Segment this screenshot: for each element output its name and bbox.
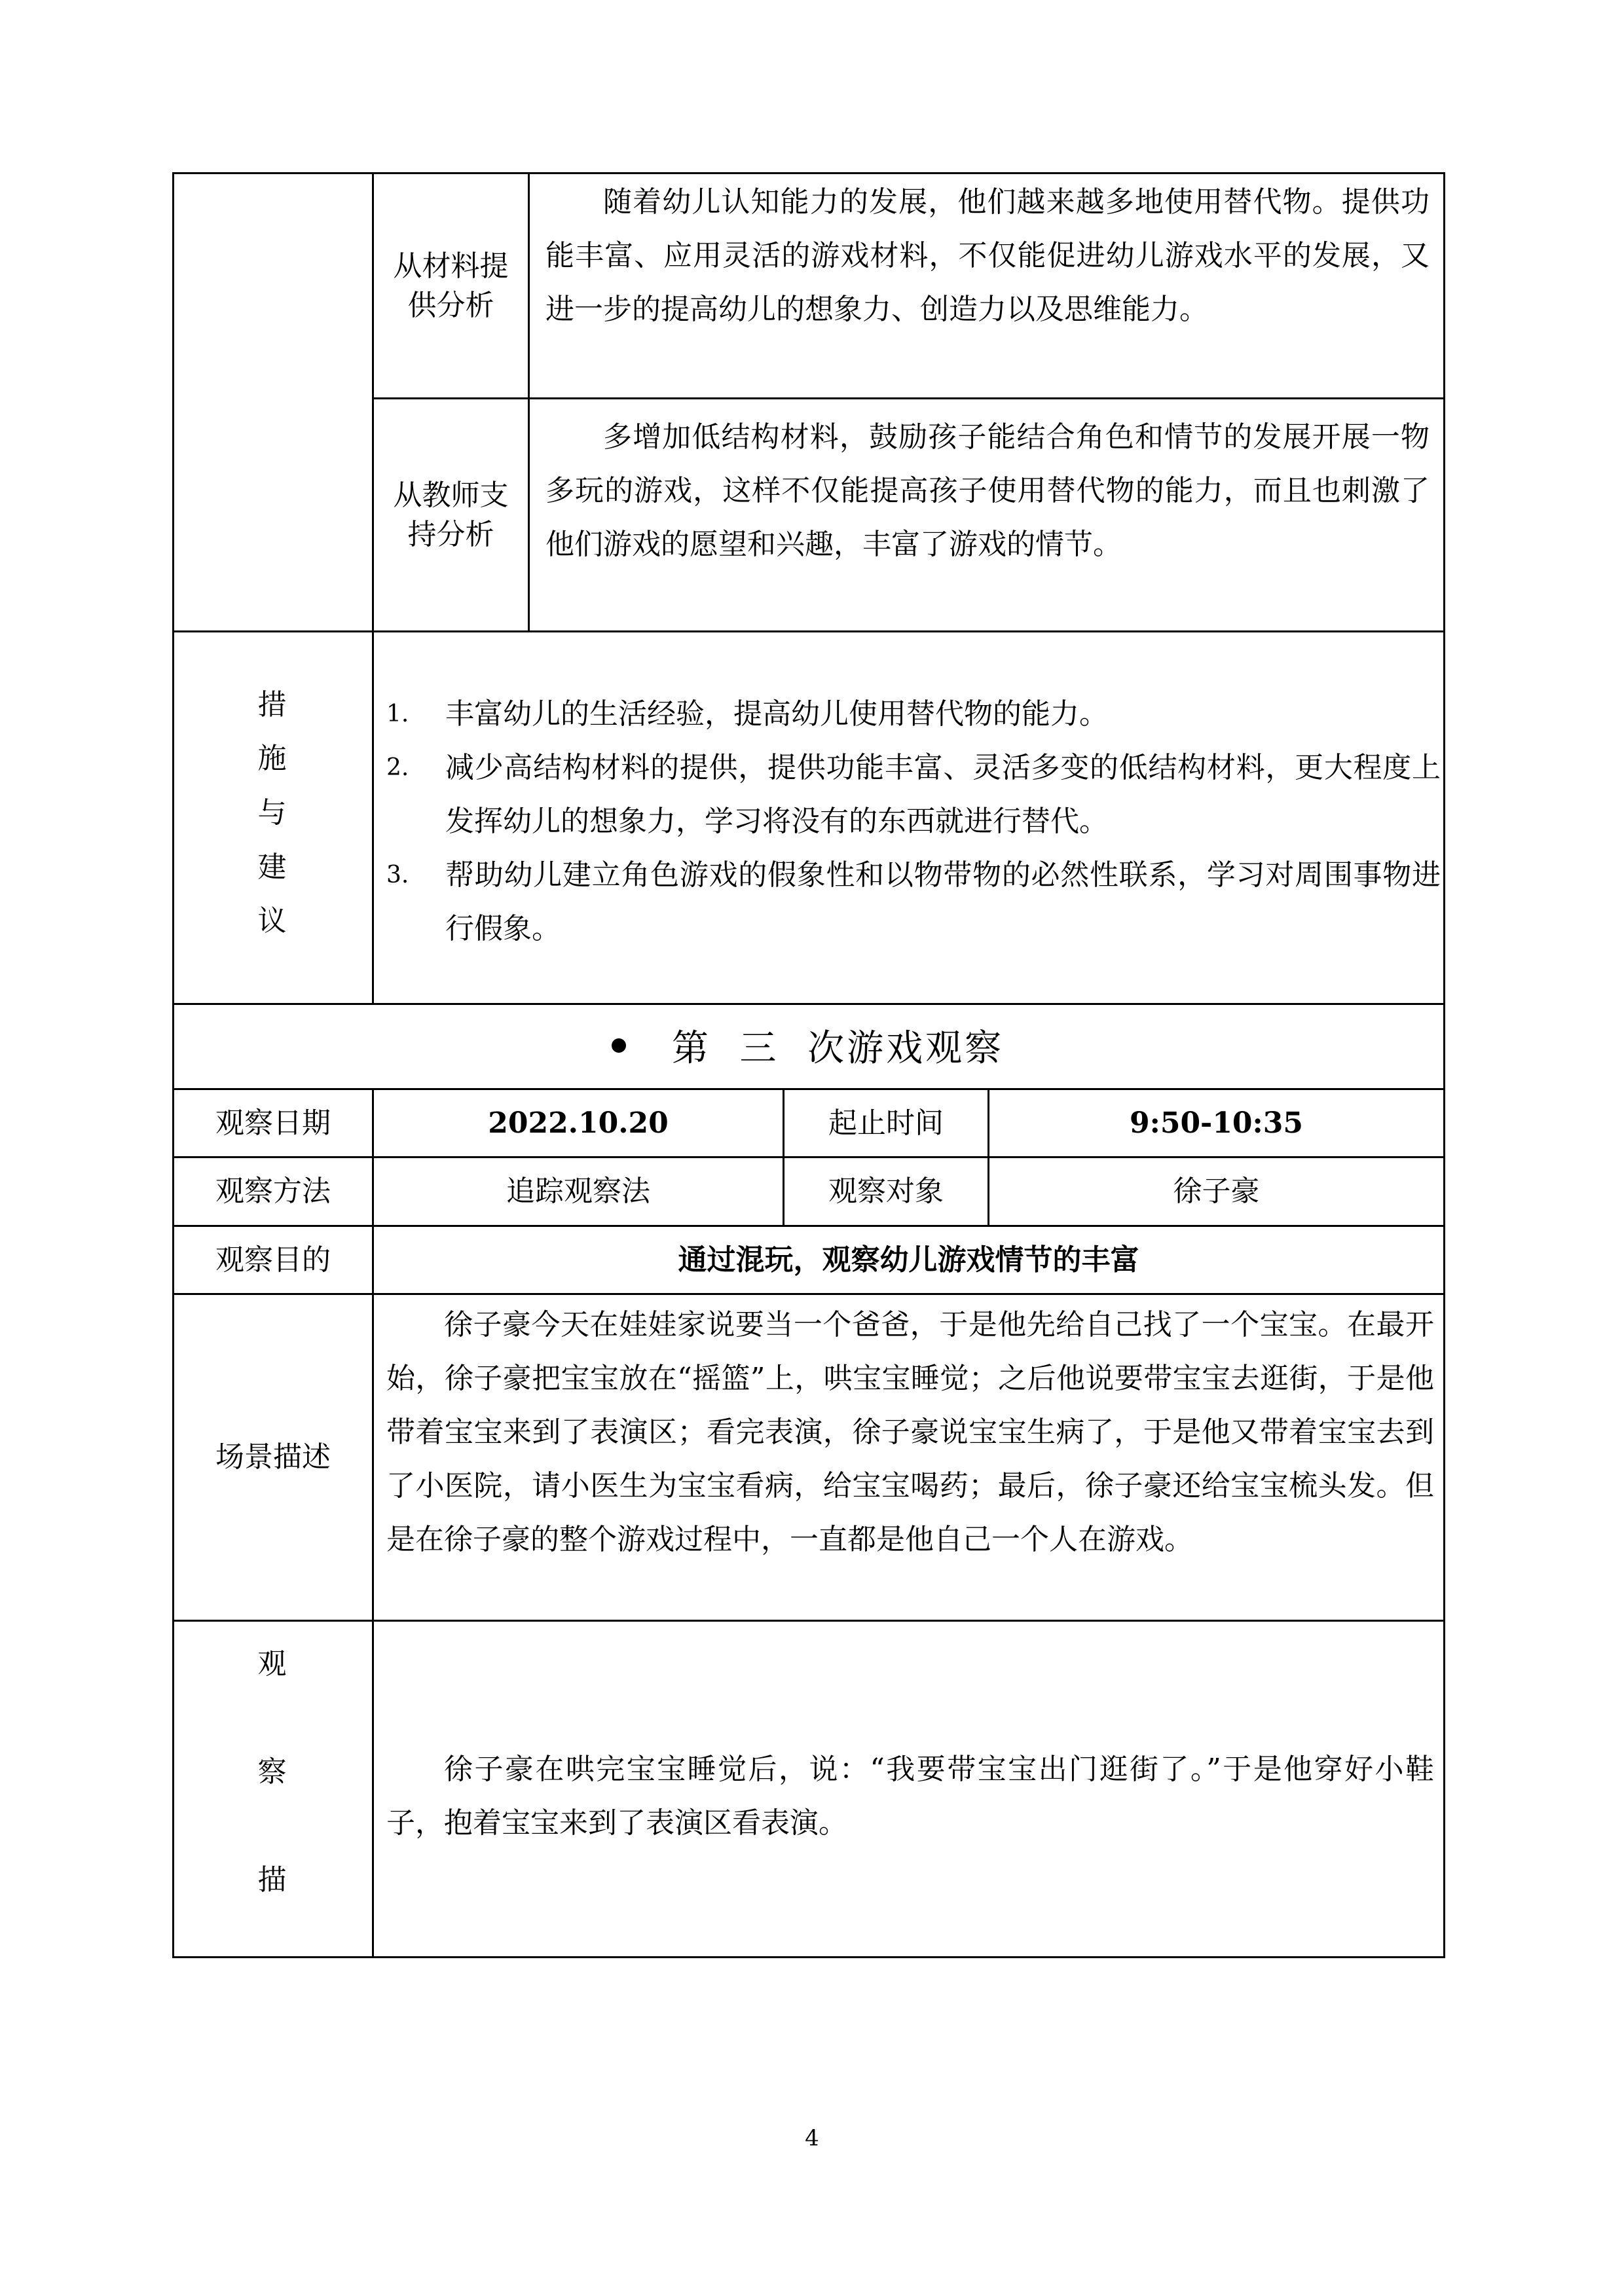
rule-top — [172, 172, 1445, 174]
measures-list-item — [386, 687, 1441, 741]
observation-date-label: 观察日期 — [215, 1106, 331, 1140]
measures-label-char-3: 与 — [257, 796, 287, 829]
material-analysis-label — [374, 174, 528, 397]
measures-item-number: 2. — [386, 754, 409, 781]
bullet-icon — [612, 1038, 626, 1053]
material-analysis-label-line1: 从材料提 — [393, 249, 509, 283]
rule-scene-bottom — [172, 1620, 1445, 1622]
measures-label — [172, 681, 372, 956]
observation-time-label: 起止时间 — [828, 1106, 944, 1140]
observation-target-value: 徐子豪 — [1173, 1175, 1260, 1209]
measures-item-number: 1. — [386, 701, 409, 727]
observation-purpose-label: 观察目的 — [215, 1243, 331, 1277]
observation-method-label: 观察方法 — [215, 1175, 331, 1209]
measures-list-item — [386, 741, 1441, 848]
section-heading — [172, 1003, 1443, 1088]
observation-method-value: 追踪观察法 — [506, 1175, 650, 1209]
measures-list — [386, 687, 1441, 956]
measures-item-text: 丰富幼儿的生活经验，提高幼儿使用替代物的能力。 — [445, 697, 1108, 731]
observation-desc-char-2: 察 — [257, 1755, 287, 1789]
rule-analysis-bottom — [172, 630, 1445, 632]
observation-time-value: 9:50-10:35 — [1129, 1106, 1304, 1140]
rule-table-bottom — [172, 1956, 1445, 1958]
material-analysis-text: 随着幼儿认知能力的发展，他们越来越多地使用替代物。提供功能丰富、应用灵活的游戏材料，不仅能促进幼儿游戏水平的发展，又进一步的提高幼儿的想象力、创造力以及思维能力。 — [545, 185, 1430, 326]
teacher-analysis-label-line1: 从教师支 — [393, 479, 509, 513]
measures-label-char-5: 议 — [257, 904, 287, 938]
observation-target-label: 观察对象 — [828, 1175, 944, 1209]
measures-label-char-1: 措 — [257, 688, 287, 721]
observation-desc-label — [172, 1640, 372, 1928]
observation-desc-char-1: 观 — [257, 1647, 287, 1681]
measures-list-item — [386, 848, 1441, 956]
section-heading-text: 第 三 次游戏观察 — [671, 1027, 1005, 1070]
scene-text: 徐子豪今天在娃娃家说要当一个爸爸，于是他先给自己找了一个宝宝。在最开始，徐子豪把宝宝放在“摇篮”上，哄宝宝睡觉；之后他说要带宝宝去逛街，于是他带着宝宝来到了表演区；看完表演，徐子豪说宝宝生病了，于是他又带着宝宝去到了小医院，请小医生为宝宝看病，给宝宝喝药；最后，徐子豪还给宝宝梳头发。但是在徐子豪的整个游戏过程中，一直都是他自己一个人在游戏。 — [386, 1308, 1434, 1556]
observation-desc-text: 徐子豪在哄完宝宝睡觉后，说：“我要带宝宝出门逛街了。”于是他穿好小鞋子，抱着宝宝来到了表演区看表演。 — [386, 1753, 1434, 1840]
teacher-analysis-text: 多增加低结构材料，鼓励孩子能结合角色和情节的发展开展一物多玩的游戏，这样不仅能提高孩子使用替代物的能力，而且也刺激了他们游戏的愿望和兴趣，丰富了游戏的情节。 — [545, 420, 1430, 561]
material-analysis-label-line2: 供分析 — [407, 288, 494, 322]
rule-right-outer — [1443, 172, 1445, 1958]
measures-item-text: 减少高结构材料的提供，提供功能丰富、灵活多变的低结构材料，更大程度上发挥幼儿的想象力，学习将没有的东西就进行替代。 — [445, 751, 1441, 838]
observation-desc-char-3: 描 — [257, 1863, 287, 1897]
measures-item-text: 帮助幼儿建立角色游戏的假象性和以物带物的必然性联系，学习对周围事物进行假象。 — [445, 858, 1441, 945]
measures-item-number: 3. — [386, 862, 409, 888]
observation-date-value: 2022.10.20 — [488, 1106, 669, 1140]
scene-label: 场景描述 — [215, 1440, 331, 1474]
measures-label-char-4: 建 — [257, 850, 287, 884]
rule-analysis-mid — [372, 397, 1445, 399]
page-number: 4 — [805, 2125, 819, 2151]
measures-label-char-2: 施 — [257, 742, 287, 775]
observation-purpose-value: 通过混玩，观察幼儿游戏情节的丰富 — [678, 1243, 1139, 1277]
teacher-analysis-label — [374, 399, 528, 630]
rule-sublabel-col — [528, 172, 530, 632]
teacher-analysis-label-line2: 持分析 — [407, 517, 494, 551]
